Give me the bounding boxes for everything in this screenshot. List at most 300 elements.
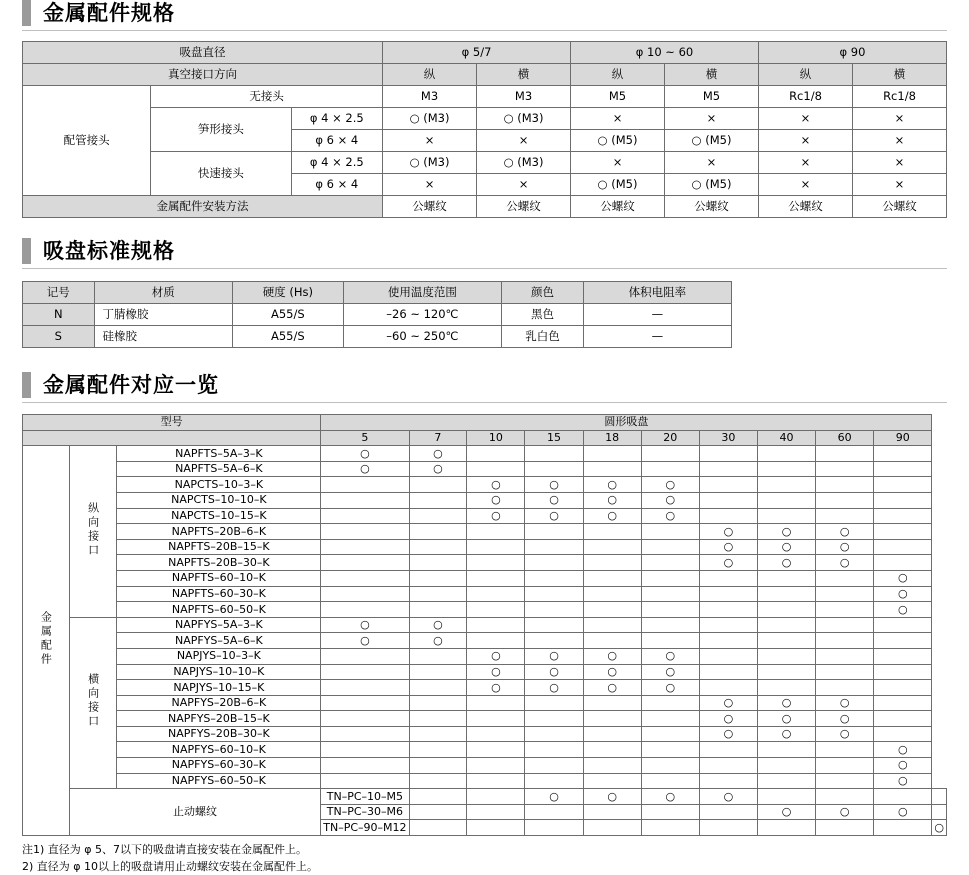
cell-mark-60 bbox=[816, 446, 874, 462]
cell-mark-40: ○ bbox=[816, 804, 874, 820]
cell-mark-5 bbox=[321, 758, 409, 774]
footnote-2: 2) 直径为 φ 10以上的吸盘请用止动螺纹安装在金属配件上。 bbox=[22, 859, 319, 873]
cell-mark-60 bbox=[816, 508, 874, 524]
cell-mark-30: ○ bbox=[699, 539, 757, 555]
table-row bbox=[23, 539, 947, 555]
cell-mark-5 bbox=[409, 804, 467, 820]
cell-mark-20 bbox=[641, 726, 699, 742]
cell-n-hardness: A55/S bbox=[233, 304, 344, 326]
table-row bbox=[23, 477, 947, 493]
cell-mark-5: ○ bbox=[321, 461, 409, 477]
col-size-1: 7 bbox=[409, 430, 467, 446]
col-size-2: 10 bbox=[467, 430, 525, 446]
cell-mark-10 bbox=[525, 804, 583, 820]
cell-mark-90 bbox=[874, 508, 932, 524]
col-header-model-blank bbox=[23, 430, 321, 446]
cell-mark-18 bbox=[583, 524, 641, 540]
cell-mark-5: ○ bbox=[321, 633, 409, 649]
cell-model: NAPFYS–60–30–K bbox=[117, 758, 321, 774]
cell-mark-20: ○ bbox=[641, 680, 699, 696]
cell-mark-7 bbox=[409, 602, 467, 618]
cell-r2c3: ○ (M5) bbox=[665, 130, 759, 152]
cell-mark-30 bbox=[699, 773, 757, 789]
cell-r3-size: φ 4 × 2.5 bbox=[291, 152, 383, 174]
cell-mark-40 bbox=[757, 570, 815, 586]
cell-mark-40 bbox=[757, 477, 815, 493]
cell-model: NAPJYS–10–10–K bbox=[117, 664, 321, 680]
cell-mark-20 bbox=[641, 555, 699, 571]
row-group-label-2: 止动螺纹 bbox=[69, 789, 321, 836]
cell-mark-15 bbox=[525, 711, 583, 727]
table-header-row bbox=[23, 415, 947, 431]
cell-mark-5 bbox=[321, 570, 409, 586]
table-row bbox=[23, 758, 947, 774]
table-row bbox=[23, 42, 947, 64]
cell-mark-15 bbox=[525, 742, 583, 758]
cell-r0c2: M5 bbox=[571, 86, 665, 108]
cell-mark-5 bbox=[321, 726, 409, 742]
cell-mark-18: ○ bbox=[641, 789, 699, 805]
cell-mark-15: ○ bbox=[525, 477, 583, 493]
col-header-2: 硬度 (Hs) bbox=[233, 282, 344, 304]
cell-mark-40: ○ bbox=[757, 524, 815, 540]
cell-mark-7 bbox=[409, 570, 467, 586]
cell-model: NAPFTS–20B–15–K bbox=[117, 539, 321, 555]
cell-mark-7 bbox=[409, 508, 467, 524]
cell-mark-15 bbox=[525, 773, 583, 789]
cell-mark-5 bbox=[321, 695, 409, 711]
cell-model: TN–PC–30–M6 bbox=[321, 804, 409, 820]
cell-mark-18 bbox=[583, 726, 641, 742]
cell-mark-60: ○ bbox=[816, 555, 874, 571]
cell-mark-10 bbox=[467, 524, 525, 540]
cell-mark-60 bbox=[816, 461, 874, 477]
cell-mark-7: ○ bbox=[409, 461, 467, 477]
cell-piping-label: 配管接头 bbox=[23, 86, 151, 196]
cell-s-resist: — bbox=[583, 326, 731, 348]
cell-model: NAPFTS–60–30–K bbox=[117, 586, 321, 602]
cell-mark-20 bbox=[641, 461, 699, 477]
cell-mark-5 bbox=[321, 664, 409, 680]
cell-mark-5 bbox=[321, 742, 409, 758]
section-title: 金属配件对应一览 bbox=[43, 373, 219, 397]
table-row bbox=[23, 617, 947, 633]
cell-mount-5: 公螺纹 bbox=[852, 196, 946, 218]
cell-mark-7 bbox=[409, 726, 467, 742]
table-row bbox=[23, 108, 947, 130]
cell-mark-18 bbox=[583, 602, 641, 618]
cell-mark-30 bbox=[699, 446, 757, 462]
col-size-9: 90 bbox=[874, 430, 932, 446]
cell-mark-40 bbox=[757, 664, 815, 680]
cell-mark-90: ○ bbox=[874, 570, 932, 586]
cell-mark-15 bbox=[525, 758, 583, 774]
table-row bbox=[23, 789, 947, 805]
cell-n-color: 黑色 bbox=[502, 304, 584, 326]
cell-mark-90 bbox=[874, 633, 932, 649]
table-row bbox=[23, 570, 947, 586]
cell-mark-15 bbox=[525, 539, 583, 555]
metal-list-table bbox=[22, 414, 947, 836]
table-row bbox=[23, 152, 947, 174]
cell-mark-10 bbox=[525, 820, 583, 836]
col-size-5: 20 bbox=[641, 430, 699, 446]
cell-mark-90 bbox=[874, 524, 932, 540]
cell-mark-30 bbox=[699, 602, 757, 618]
table-row bbox=[23, 648, 947, 664]
cell-mark-20 bbox=[641, 633, 699, 649]
cell-s-color: 乳白色 bbox=[502, 326, 584, 348]
cell-mark-40 bbox=[757, 602, 815, 618]
cell-mark-90 bbox=[874, 664, 932, 680]
col-size-7: 40 bbox=[757, 430, 815, 446]
cell-n-temp: –26 ~ 120℃ bbox=[343, 304, 502, 326]
cell-model: NAPFTS–60–10–K bbox=[117, 570, 321, 586]
cell-mark-10: ○ bbox=[467, 492, 525, 508]
cell-mark-30 bbox=[699, 586, 757, 602]
cell-mark-90 bbox=[874, 726, 932, 742]
cell-model: NAPFYS–20B–6–K bbox=[117, 695, 321, 711]
cell-mark-40 bbox=[757, 461, 815, 477]
cell-mark-18 bbox=[641, 820, 699, 836]
cell-model: TN–PC–90–M12 bbox=[321, 820, 409, 836]
cell-mark-20 bbox=[641, 617, 699, 633]
cell-mark-20 bbox=[641, 539, 699, 555]
cell-mark-7 bbox=[409, 539, 467, 555]
cell-mark-90 bbox=[874, 446, 932, 462]
cell-model: NAPJYS–10–3–K bbox=[117, 648, 321, 664]
cell-mark-40 bbox=[757, 633, 815, 649]
cell-mark-5 bbox=[321, 648, 409, 664]
cell-mount-method-label: 金属配件安装方法 bbox=[23, 196, 383, 218]
cell-mark-40: ○ bbox=[757, 539, 815, 555]
cell-r0c0: M3 bbox=[383, 86, 477, 108]
cell-mark-60 bbox=[816, 586, 874, 602]
cell-port-direction-label: 真空接口方向 bbox=[23, 64, 383, 86]
cell-mark-18 bbox=[583, 711, 641, 727]
cell-mark-40 bbox=[757, 648, 815, 664]
table-row bbox=[23, 680, 947, 696]
pad-spec-table bbox=[22, 281, 732, 348]
cell-mark-10: ○ bbox=[525, 789, 583, 805]
cell-mark-30 bbox=[699, 617, 757, 633]
cell-mark-40: ○ bbox=[757, 726, 815, 742]
cell-r1c2: × bbox=[571, 108, 665, 130]
cell-mark-90: ○ bbox=[874, 586, 932, 602]
cell-mark-15 bbox=[525, 633, 583, 649]
cell-r2c5: × bbox=[852, 130, 946, 152]
cell-mark-20: ○ bbox=[641, 508, 699, 524]
cell-mark-10 bbox=[467, 446, 525, 462]
cell-mark-5 bbox=[321, 773, 409, 789]
cell-r4c5: × bbox=[852, 174, 946, 196]
cell-mark-15 bbox=[525, 602, 583, 618]
col-size-8: 60 bbox=[816, 430, 874, 446]
table-row bbox=[23, 742, 947, 758]
cell-mark-90 bbox=[874, 648, 932, 664]
cell-r4-size: φ 6 × 4 bbox=[291, 174, 383, 196]
cell-mark-5 bbox=[321, 602, 409, 618]
cell-mark-20: ○ bbox=[641, 492, 699, 508]
cell-mark-18 bbox=[583, 758, 641, 774]
cell-mark-30 bbox=[699, 648, 757, 664]
cell-n-material: 丁腈橡胶 bbox=[94, 304, 233, 326]
table-row bbox=[23, 524, 947, 540]
cell-s-hardness: A55/S bbox=[233, 326, 344, 348]
cell-model: NAPCTS–10–3–K bbox=[117, 477, 321, 493]
table-row bbox=[23, 326, 732, 348]
table-row bbox=[23, 304, 732, 326]
cell-mark-7 bbox=[467, 789, 525, 805]
cell-mount-3: 公螺纹 bbox=[665, 196, 759, 218]
cell-mark-40 bbox=[757, 617, 815, 633]
section-heading-metal-list bbox=[22, 372, 947, 403]
table-row bbox=[23, 555, 947, 571]
cell-mark-60 bbox=[816, 602, 874, 618]
cell-r1c0: ○ (M3) bbox=[383, 108, 477, 130]
cell-mark-18: ○ bbox=[583, 477, 641, 493]
cell-mark-5 bbox=[321, 492, 409, 508]
cell-mark-7 bbox=[467, 804, 525, 820]
cell-mark-20: ○ bbox=[641, 477, 699, 493]
cell-r1c1: ○ (M3) bbox=[477, 108, 571, 130]
cell-mark-7 bbox=[409, 586, 467, 602]
cell-row0-label: 无接头 bbox=[151, 86, 383, 108]
cell-mark-60 bbox=[874, 820, 932, 836]
cell-r0c3: M5 bbox=[665, 86, 759, 108]
cell-mark-10 bbox=[467, 539, 525, 555]
cell-mark-18 bbox=[583, 617, 641, 633]
cell-mark-40 bbox=[757, 508, 815, 524]
cell-mark-18: ○ bbox=[583, 664, 641, 680]
cell-mark-90 bbox=[932, 789, 947, 805]
cell-mark-30 bbox=[699, 570, 757, 586]
cell-dir-0: 纵 bbox=[383, 64, 477, 86]
cell-mark-7 bbox=[409, 680, 467, 696]
cell-model: NAPFTS–20B–6–K bbox=[117, 524, 321, 540]
cell-mark-40 bbox=[816, 789, 874, 805]
cell-mark-18: ○ bbox=[583, 680, 641, 696]
table-row bbox=[23, 773, 947, 789]
cell-mark-18 bbox=[583, 539, 641, 555]
cell-mark-60 bbox=[816, 617, 874, 633]
cell-mark-60 bbox=[816, 633, 874, 649]
cell-mark-7 bbox=[467, 820, 525, 836]
cell-mark-10: ○ bbox=[467, 477, 525, 493]
cell-mark-60 bbox=[816, 742, 874, 758]
cell-r3c3: × bbox=[665, 152, 759, 174]
cell-mark-15 bbox=[525, 586, 583, 602]
cell-mark-18: ○ bbox=[583, 492, 641, 508]
cell-mark-90 bbox=[874, 617, 932, 633]
cell-mark-60 bbox=[816, 477, 874, 493]
cell-r1c3: × bbox=[665, 108, 759, 130]
cell-model: NAPFTS–60–50–K bbox=[117, 602, 321, 618]
cell-mark-18 bbox=[583, 773, 641, 789]
cell-model: NAPFYS–60–50–K bbox=[117, 773, 321, 789]
cell-mark-40 bbox=[757, 492, 815, 508]
cell-mark-10 bbox=[467, 742, 525, 758]
cell-mark-90 bbox=[874, 711, 932, 727]
col-size-4: 18 bbox=[583, 430, 641, 446]
cell-mark-5 bbox=[409, 820, 467, 836]
cell-mark-30 bbox=[757, 789, 815, 805]
cell-r2c2: ○ (M5) bbox=[571, 130, 665, 152]
cell-mark-60: ○ bbox=[816, 539, 874, 555]
cell-mark-30: ○ bbox=[699, 726, 757, 742]
cell-model: NAPFYS–20B–30–K bbox=[117, 726, 321, 742]
cell-mark-7 bbox=[409, 555, 467, 571]
cell-mark-5 bbox=[321, 539, 409, 555]
cell-mark-20 bbox=[641, 758, 699, 774]
footnotes bbox=[22, 842, 947, 875]
col-header-4: 颜色 bbox=[502, 282, 584, 304]
cell-r1c5: × bbox=[852, 108, 946, 130]
col-header-0: 记号 bbox=[23, 282, 95, 304]
section-title: 金属配件规格 bbox=[43, 1, 175, 25]
cell-mark-60: ○ bbox=[816, 711, 874, 727]
cell-model: NAPFYS–5A–3–K bbox=[117, 617, 321, 633]
cell-mark-18 bbox=[583, 446, 641, 462]
cell-mark-30 bbox=[699, 477, 757, 493]
cell-mark-40 bbox=[757, 446, 815, 462]
cell-mark-18 bbox=[583, 695, 641, 711]
table-row bbox=[23, 461, 947, 477]
cell-mark-7: ○ bbox=[409, 446, 467, 462]
heading-accent-bar bbox=[22, 372, 31, 398]
cell-mark-15 bbox=[525, 446, 583, 462]
cell-mark-90: ○ bbox=[932, 820, 947, 836]
table-row bbox=[23, 86, 947, 108]
cell-mark-20 bbox=[641, 446, 699, 462]
cell-r4c3: ○ (M5) bbox=[665, 174, 759, 196]
cell-model: NAPFYS–5A–6–K bbox=[117, 633, 321, 649]
cell-mark-10 bbox=[467, 773, 525, 789]
cell-mark-18: ○ bbox=[583, 648, 641, 664]
cell-mark-7 bbox=[409, 524, 467, 540]
cell-mount-2: 公螺纹 bbox=[571, 196, 665, 218]
cell-s-material: 硅橡胶 bbox=[94, 326, 233, 348]
cell-model: NAPFYS–20B–15–K bbox=[117, 711, 321, 727]
cell-mark-60 bbox=[874, 789, 932, 805]
cell-mark-60: ○ bbox=[816, 726, 874, 742]
cell-diam-group-1: φ 10 ~ 60 bbox=[571, 42, 759, 64]
cell-mark-20 bbox=[641, 524, 699, 540]
cell-mark-30 bbox=[699, 461, 757, 477]
cell-r3c0: ○ (M3) bbox=[383, 152, 477, 174]
cell-mark-15 bbox=[525, 570, 583, 586]
cell-r3c2: × bbox=[571, 152, 665, 174]
cell-mark-10: ○ bbox=[467, 664, 525, 680]
cell-mark-10 bbox=[467, 555, 525, 571]
cell-mark-40 bbox=[757, 680, 815, 696]
cell-mark-15: ○ bbox=[525, 492, 583, 508]
cell-mark-60 bbox=[816, 680, 874, 696]
cell-mark-40 bbox=[816, 820, 874, 836]
col-size-3: 15 bbox=[525, 430, 583, 446]
cell-mark-18 bbox=[583, 570, 641, 586]
cell-mark-20 bbox=[641, 773, 699, 789]
cell-mark-5 bbox=[321, 477, 409, 493]
cell-mark-7 bbox=[409, 711, 467, 727]
table-row bbox=[23, 664, 947, 680]
col-header-5: 体积电阻率 bbox=[583, 282, 731, 304]
cell-mark-30 bbox=[699, 680, 757, 696]
cell-mark-30 bbox=[699, 508, 757, 524]
cell-mark-40 bbox=[757, 742, 815, 758]
cell-mark-5 bbox=[321, 555, 409, 571]
cell-mark-15 bbox=[525, 695, 583, 711]
section-heading-metal-spec bbox=[22, 0, 947, 31]
cell-mark-60 bbox=[816, 570, 874, 586]
cell-mark-7: ○ bbox=[409, 617, 467, 633]
cell-mark-30 bbox=[757, 820, 815, 836]
cell-mark-60 bbox=[816, 773, 874, 789]
cell-mark-30: ○ bbox=[699, 524, 757, 540]
cell-mark-90 bbox=[874, 477, 932, 493]
cell-mark-30 bbox=[699, 633, 757, 649]
cell-mark-15 bbox=[525, 726, 583, 742]
cell-mark-7 bbox=[409, 492, 467, 508]
cell-mark-5 bbox=[321, 680, 409, 696]
cell-mark-20 bbox=[641, 695, 699, 711]
cell-mark-7 bbox=[409, 477, 467, 493]
cell-r0c4: Rc1/8 bbox=[758, 86, 852, 108]
col-header-3: 使用温度范围 bbox=[343, 282, 502, 304]
cell-dir-4: 纵 bbox=[758, 64, 852, 86]
cell-mark-90: ○ bbox=[874, 773, 932, 789]
cell-mark-90 bbox=[874, 695, 932, 711]
cell-mark-5 bbox=[321, 586, 409, 602]
cell-mark-30: ○ bbox=[757, 804, 815, 820]
table-row bbox=[23, 492, 947, 508]
cell-model: NAPFTS–5A–6–K bbox=[117, 461, 321, 477]
cell-mark-18 bbox=[583, 461, 641, 477]
row-header-metal-fitting: 金属配件 bbox=[23, 446, 70, 836]
cell-mark-90 bbox=[874, 555, 932, 571]
cell-mark-7: ○ bbox=[409, 633, 467, 649]
cell-mark-15: ○ bbox=[525, 680, 583, 696]
cell-mark-10: ○ bbox=[467, 508, 525, 524]
cell-mark-7 bbox=[409, 742, 467, 758]
cell-mark-30: ○ bbox=[699, 555, 757, 571]
cell-mark-90 bbox=[874, 680, 932, 696]
cell-diam-group-0: φ 5/7 bbox=[383, 42, 571, 64]
cell-mark-5 bbox=[321, 524, 409, 540]
cell-mark-20 bbox=[699, 820, 757, 836]
cell-mark-10 bbox=[467, 758, 525, 774]
table-row bbox=[23, 602, 947, 618]
cell-mark-20 bbox=[641, 586, 699, 602]
cell-mark-90 bbox=[932, 804, 947, 820]
cell-mark-5 bbox=[321, 508, 409, 524]
cell-r3c1: ○ (M3) bbox=[477, 152, 571, 174]
cell-r4c1: × bbox=[477, 174, 571, 196]
cell-r3c5: × bbox=[852, 152, 946, 174]
cell-r2-size: φ 6 × 4 bbox=[291, 130, 383, 152]
cell-mark-7 bbox=[409, 758, 467, 774]
cell-mark-10 bbox=[467, 726, 525, 742]
cell-mark-15 bbox=[583, 804, 641, 820]
cell-n-resist: — bbox=[583, 304, 731, 326]
cell-r2c1: × bbox=[477, 130, 571, 152]
table-header-row bbox=[23, 430, 947, 446]
cell-mark-15: ○ bbox=[583, 789, 641, 805]
cell-mark-30 bbox=[699, 664, 757, 680]
cell-mark-18 bbox=[583, 633, 641, 649]
cell-mark-15 bbox=[525, 555, 583, 571]
cell-mark-7 bbox=[409, 695, 467, 711]
